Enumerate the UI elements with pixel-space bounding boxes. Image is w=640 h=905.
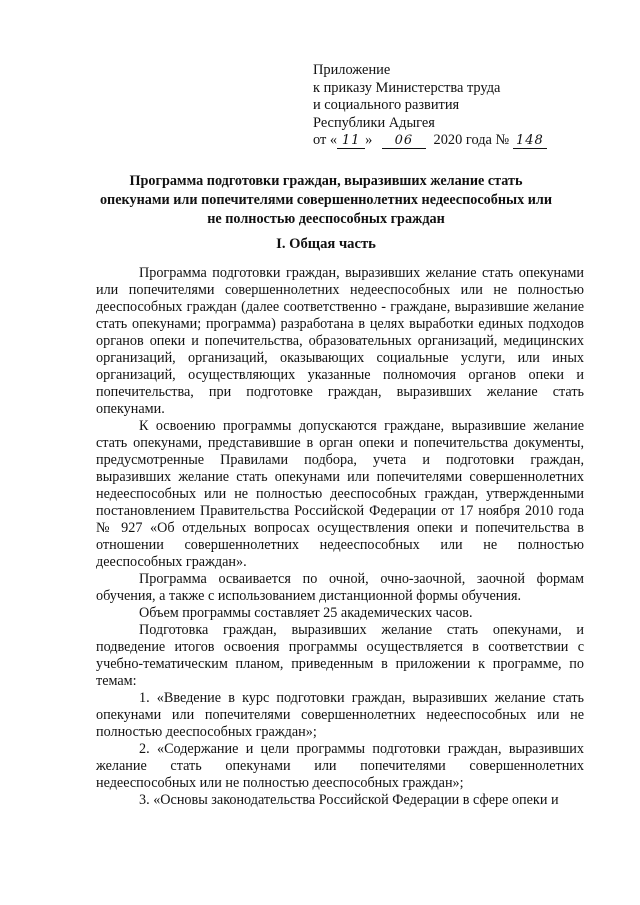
paragraph: К освоению программы допускаются граждане, выразившие желание стать опекунами, представившие в орган опеки и попечительства документы, предусмотренные Правилами подбора, учета и подготовки граждан, выразивших желание стать опекунами или попечителями совершеннолетних недееспособных или не полностью дееспособных граждан, утвержденными постановлением Правительства Российской Федерации от 17 ноября 2010 года № 927 «Об отдельных вопросах осуществления опеки и попечительства в отношении совершеннолетних недееспособных или не полностью дееспособных граждан». xyxy=(96,418,584,570)
appendix-republic-line: Республики Адыгея xyxy=(313,114,435,131)
list-item: 1. «Введение в курс подготовки граждан, выразивших желание стать опекунами или попечителями совершеннолетних недееспособных или не полностью дееспособных граждан»; xyxy=(96,690,584,740)
paragraph: Программа подготовки граждан, выразивших желание стать опекунами или попечителями совершеннолетних недееспособных или не полностью дееспособных граждан (далее соответственно - граждане, выразившие желание стать опекунами; программа) разработана в целях выработки единых подходов органов опеки и попечительства, образовательных организаций, медицинских организаций, организаций, оказывающих социальные услуги, или иных организаций, осуществляющих указанные полномочия органов опеки и попечительства, при подготовке граждан, выразивших желание стать опекунами. xyxy=(96,265,584,417)
document-body xyxy=(96,265,584,809)
date-prefix: от « xyxy=(313,132,338,149)
appendix-date-line xyxy=(313,132,613,150)
paragraph: Программа осваивается по очной, очно-заочной, заочной формам обучения, а также с использованием дистанционной формы обучения. xyxy=(96,571,584,604)
date-month: 06 xyxy=(382,134,426,149)
appendix-block xyxy=(313,62,613,150)
section-heading: I. Общая часть xyxy=(276,236,376,252)
list-item: 3. «Основы законодательства Российской Федерации в сфере опеки и xyxy=(139,792,559,808)
order-number: 148 xyxy=(513,134,547,149)
date-day: 11 xyxy=(337,134,365,149)
paragraph: Объем программы составляет 25 академических часов. xyxy=(139,605,473,621)
appendix-order-line: к приказу Министерства труда xyxy=(313,79,501,96)
paragraph: Подготовка граждан, выразивших желание стать опекунами, и подведение итогов освоения программы осуществляется в соответствии с учебно-тематическим планом, приведенным в приложении к программе, по темам: xyxy=(96,622,584,689)
appendix-ministry-line: и социального развития xyxy=(313,97,460,114)
appendix-label: Приложение xyxy=(313,62,391,78)
list-item: 2. «Содержание и цели программы подготовки граждан, выразивших желание стать опекунами или попечителями совершеннолетних недееспособных или не полностью дееспособных граждан»; xyxy=(96,741,584,791)
document-title: Программа подготовки граждан, выразивших желание стать опекунами или попечителями совершеннолетних недееспособных или не полностью дееспособных граждан xyxy=(99,173,553,227)
date-mid: » xyxy=(365,132,373,149)
date-year: 2020 года № xyxy=(433,132,510,149)
